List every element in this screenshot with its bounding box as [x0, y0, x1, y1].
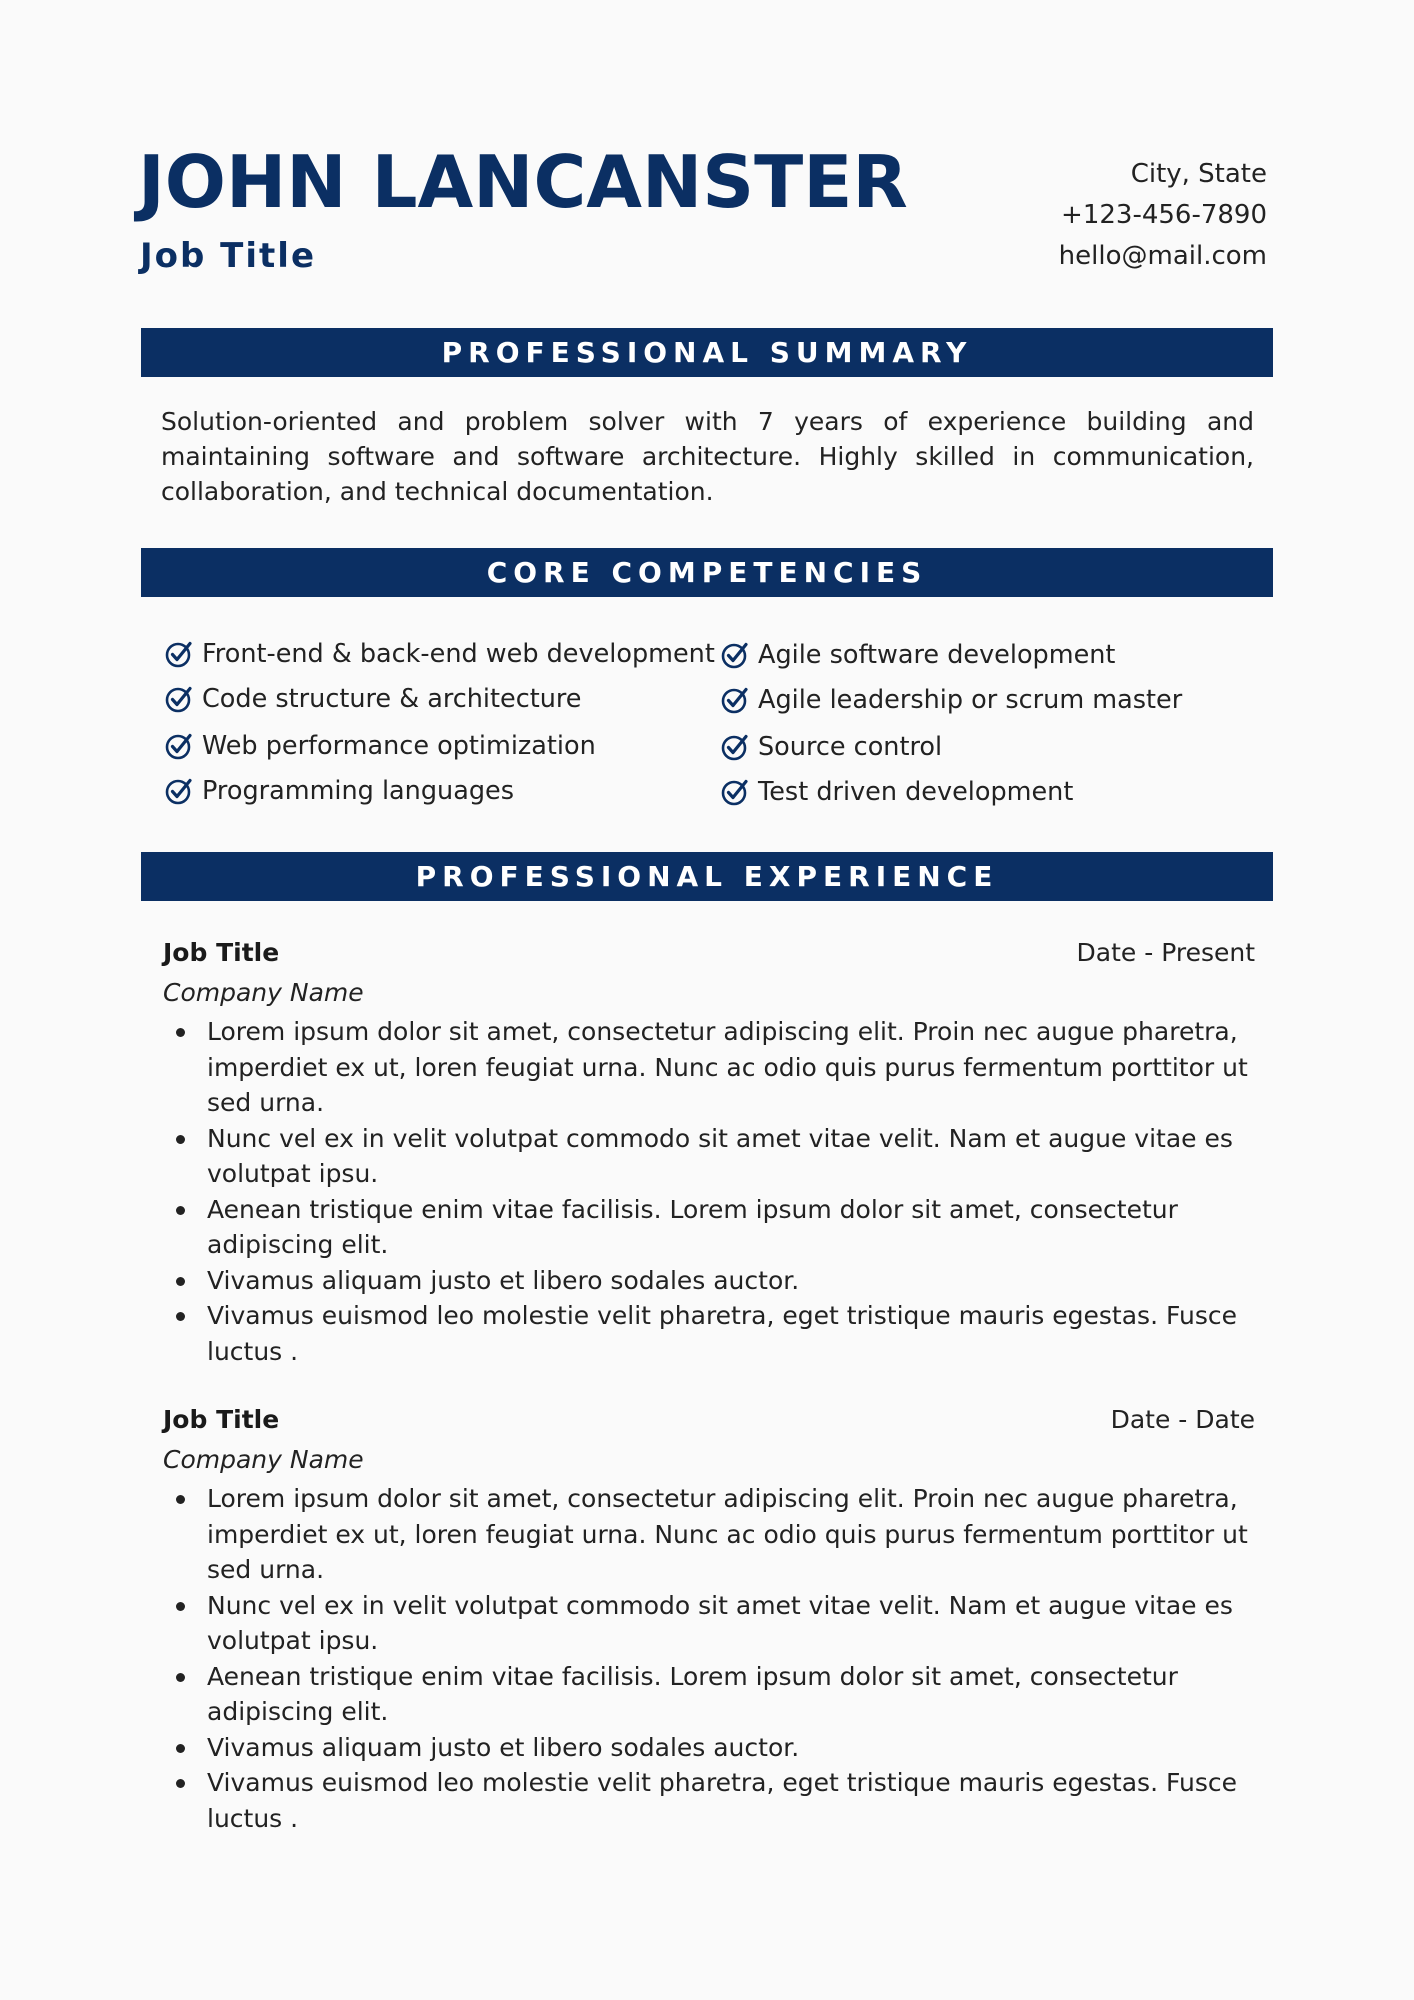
competency-item	[720, 727, 942, 767]
list-item: Vivamus aliquam justo et libero sodales auctor.	[163, 1263, 1267, 1299]
section-header-competencies: CORE COMPETENCIES	[141, 548, 1273, 597]
competencies-list	[164, 634, 1254, 814]
list-item: Vivamus aliquam justo et libero sodales auctor.	[163, 1730, 1267, 1766]
contact-email: hello@mail.com	[1058, 241, 1267, 271]
bullet-icon	[176, 1206, 185, 1215]
contact-location: City, State	[1130, 159, 1267, 189]
contact-block	[1059, 154, 1267, 277]
competency-item	[164, 726, 596, 766]
bullet-icon	[176, 1028, 185, 1037]
competency-item	[164, 771, 514, 811]
experience-header	[163, 934, 1255, 972]
competency-label: Front-end & back-end web development	[202, 639, 715, 669]
experience-bullets	[163, 1014, 1255, 1369]
competency-label: Code structure & architecture	[202, 684, 582, 714]
competency-item	[720, 772, 1073, 812]
bullet-icon	[176, 1277, 185, 1286]
experience-header	[163, 1401, 1255, 1439]
list-item: Aenean tristique enim vitae facilisis. Lorem ipsum dolor sit amet, consectetur adipiscing elit.	[163, 1659, 1267, 1730]
check-circle-icon	[720, 777, 750, 807]
experience-date: Date - Date	[1110, 1405, 1255, 1434]
contact-phone: +123-456-7890	[1061, 200, 1267, 230]
list-item: Aenean tristique enim vitae facilisis. Lorem ipsum dolor sit amet, consectetur adipiscing elit.	[163, 1192, 1267, 1263]
competency-item	[164, 679, 582, 719]
check-circle-icon	[720, 685, 750, 715]
check-circle-icon	[720, 640, 750, 670]
competency-item	[720, 635, 1115, 675]
check-circle-icon	[164, 776, 194, 806]
list-item: Vivamus euismod leo molestie velit pharetra, eget tristique mauris egestas. Fusce luctus .	[163, 1298, 1267, 1369]
check-circle-icon	[164, 639, 194, 669]
competency-label: Test driven development	[758, 777, 1074, 807]
competency-label: Programming languages	[202, 776, 514, 806]
check-circle-icon	[720, 732, 750, 762]
bullet-icon	[176, 1779, 185, 1788]
competency-label: Agile leadership or scrum master	[758, 685, 1183, 715]
candidate-job-title: Job Title	[140, 236, 316, 276]
summary-text: Solution-oriented and problem solver with 7 years of experience building and maintaining software and software architecture. Highly skilled in communication, collaboration, and technical documentation.	[161, 407, 1254, 506]
bullet-icon	[176, 1495, 185, 1504]
section-header-summary: PROFESSIONAL SUMMARY	[141, 328, 1273, 377]
competency-label: Agile software development	[758, 640, 1116, 670]
bullet-icon	[176, 1135, 185, 1144]
list-item: Vivamus euismod leo molestie velit pharetra, eget tristique mauris egestas. Fusce luctus .	[163, 1765, 1267, 1836]
candidate-name: JOHN LANCANSTER	[138, 140, 908, 224]
experience-company: Company Name	[163, 978, 364, 1007]
check-circle-icon	[164, 731, 194, 761]
list-item: Nunc vel ex in velit volutpat commodo sit amet vitae velit. Nam et augue vitae es volutpat ipsu.	[163, 1121, 1267, 1192]
bullet-icon	[176, 1602, 185, 1611]
experience-role: Job Title	[163, 938, 280, 967]
competency-label: Web performance optimization	[202, 731, 596, 761]
check-circle-icon	[164, 684, 194, 714]
experience-role: Job Title	[163, 1405, 280, 1434]
bullet-icon	[176, 1744, 185, 1753]
bullet-icon	[176, 1312, 185, 1321]
experience-entry	[163, 934, 1255, 1369]
list-item: Lorem ipsum dolor sit amet, consectetur adipiscing elit. Proin nec augue pharetra, imperdiet ex ut, loren feugiat urna. Nunc ac odio quis purus fermentum porttitor ut sed urna.	[163, 1014, 1267, 1121]
experience-entry	[163, 1401, 1255, 1836]
experience-bullets	[163, 1481, 1255, 1836]
competency-item	[720, 680, 1182, 720]
list-item: Nunc vel ex in velit volutpat commodo sit amet vitae velit. Nam et augue vitae es volutpat ipsu.	[163, 1588, 1267, 1659]
bullet-icon	[176, 1673, 185, 1682]
experience-company: Company Name	[163, 1445, 364, 1474]
list-item: Lorem ipsum dolor sit amet, consectetur adipiscing elit. Proin nec augue pharetra, imperdiet ex ut, loren feugiat urna. Nunc ac odio quis purus fermentum porttitor ut sed urna.	[163, 1481, 1267, 1588]
competency-label: Source control	[758, 732, 943, 762]
section-header-experience: PROFESSIONAL EXPERIENCE	[141, 852, 1273, 901]
experience-date: Date - Present	[1076, 938, 1255, 967]
competency-item	[164, 634, 715, 674]
